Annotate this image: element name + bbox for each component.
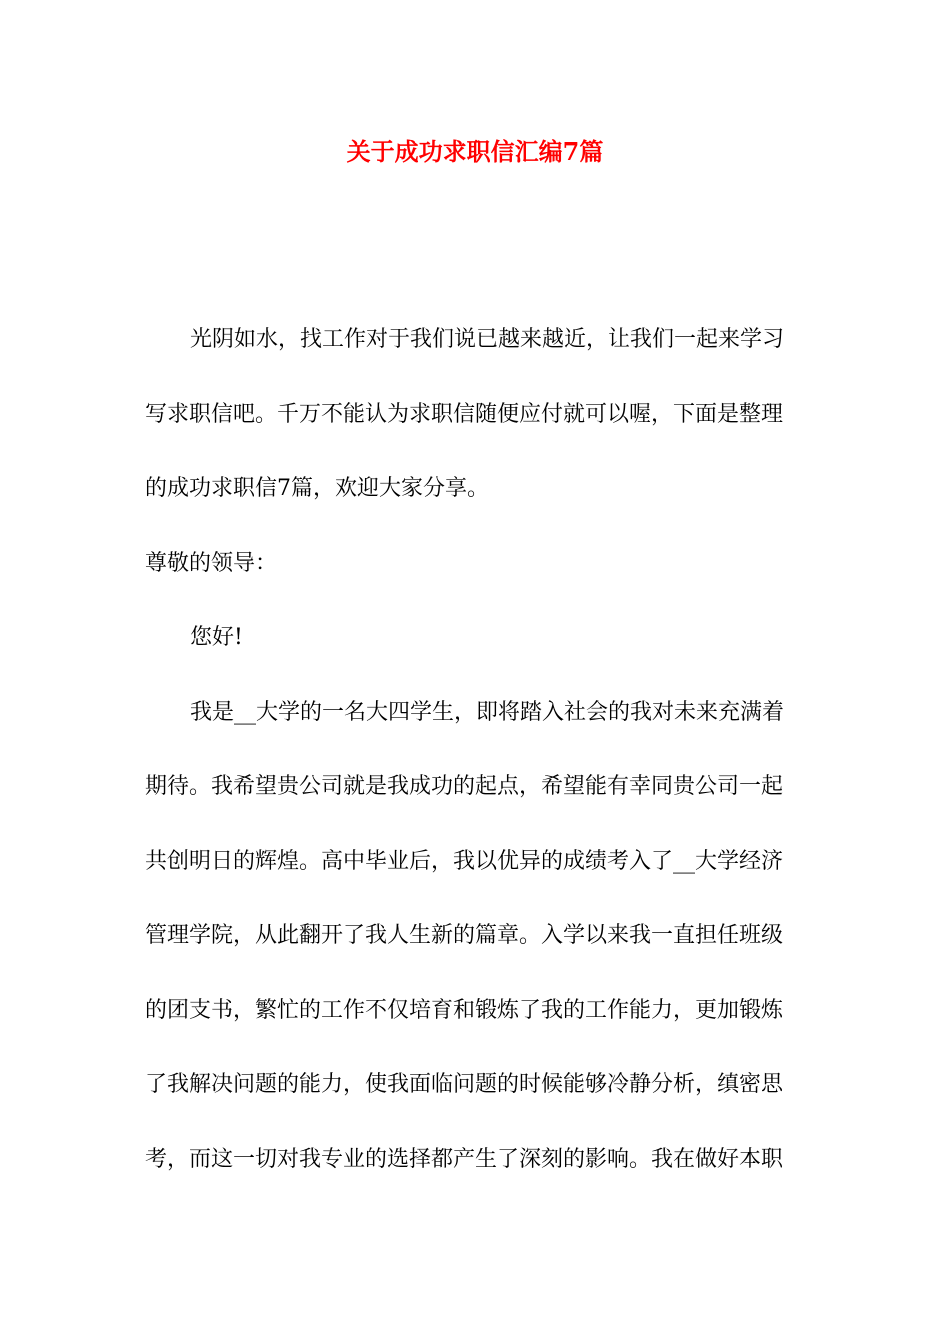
paragraph-line: 的团支书，繁忙的工作不仅培育和锻炼了我的工作能力，更加锻炼 xyxy=(145,997,784,1023)
paragraph-line: 光阴如水，找工作对于我们说已越来越近，让我们一起来学习 xyxy=(190,327,785,352)
greeting-line: 您好! xyxy=(190,625,243,650)
paragraph-line: 考，而这一切对我专业的选择都产生了深刻的影响。我在做好本职 xyxy=(145,1146,784,1172)
salutation-line: 尊敬的领导： xyxy=(145,550,278,576)
document-title: 关于成功求职信汇编7篇 xyxy=(346,137,604,166)
paragraph-line: 写求职信吧。千万不能认为求职信随便应付就可以喔，下面是整理 xyxy=(145,401,784,427)
paragraph-line: 了我解决问题的能力，使我面临问题的时候能够冷静分析，缜密思 xyxy=(145,1072,784,1097)
paragraph-line: 我是__大学的一名大四学生，即将踏入社会的我对未来充满着 xyxy=(190,699,785,725)
paragraph-line: 期待。我希望贵公司就是我成功的起点，希望能有幸同贵公司一起 xyxy=(145,774,784,799)
paragraph-line: 管理学院，从此翻开了我人生新的篇章。入学以来我一直担任班级 xyxy=(145,923,784,948)
document-body xyxy=(145,320,805,1214)
paragraph-line: 的成功求职信7篇，欢迎大家分享。 xyxy=(145,476,489,501)
paragraph-line: 共创明日的辉煌。高中毕业后，我以优异的成绩考入了__大学经济 xyxy=(145,848,784,874)
